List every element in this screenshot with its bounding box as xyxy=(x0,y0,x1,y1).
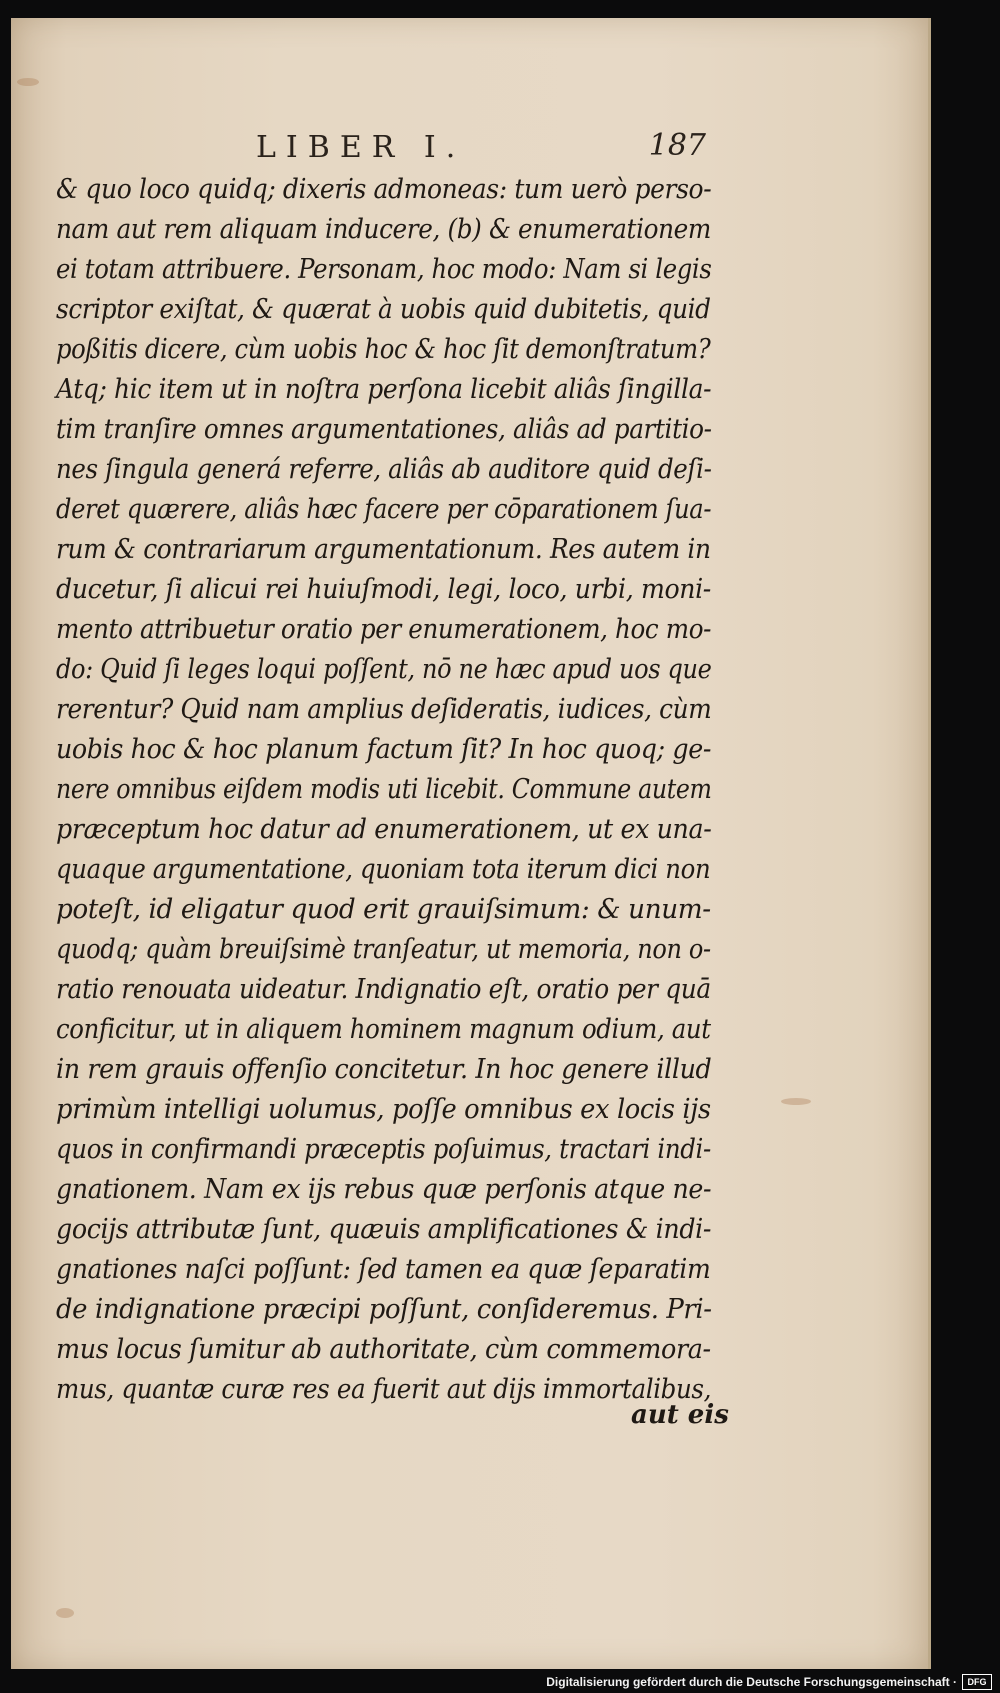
text-line-wrapper xyxy=(56,570,711,610)
text-line: in rem grauis offenſio concitetur. In hoc genere illud xyxy=(56,1054,712,1085)
text-line-wrapper xyxy=(56,410,711,450)
dfg-logo-icon: DFG xyxy=(962,1674,992,1690)
text-line-wrapper xyxy=(56,170,711,210)
text-line: mento attribuetur oratio per enumerationem, hoc mo- xyxy=(56,614,712,645)
text-line-wrapper xyxy=(56,1170,711,1210)
funding-credit-bar xyxy=(546,1671,1000,1693)
text-line-wrapper xyxy=(56,1370,711,1410)
text-line-wrapper xyxy=(56,1130,711,1170)
text-line: Atq; hic item ut in noſtra perſona licebit aliâs ſingilla- xyxy=(56,374,712,405)
text-line-wrapper xyxy=(56,1010,711,1050)
text-line-wrapper xyxy=(56,290,711,330)
text-line-wrapper xyxy=(56,850,711,890)
catchword: aut eis xyxy=(631,1400,729,1430)
text-line-wrapper xyxy=(56,1050,711,1090)
text-line-wrapper xyxy=(56,450,711,490)
text-line-wrapper xyxy=(56,610,711,650)
text-line: tim tranſire omnes argumentationes, aliâs ad partitio- xyxy=(56,414,712,445)
text-line: poßitis dicere, cùm uobis hoc & hoc ſit demonſtratum? xyxy=(56,334,711,365)
text-line-wrapper xyxy=(56,970,711,1010)
text-line: præceptum hoc datur ad enumerationem, ut ex una- xyxy=(56,814,712,845)
text-line: mus, quantæ curæ res ea fuerit aut dijs immortalibus, xyxy=(56,1374,712,1405)
text-line: nere omnibus eiſdem modis uti licebit. Commune autem xyxy=(56,774,712,805)
text-line-wrapper xyxy=(56,770,711,810)
running-title: LIBER I. xyxy=(256,130,466,165)
text-line-wrapper xyxy=(56,530,711,570)
funding-credit: Digitalisierung gefördert durch die Deutsche Forschungsgemeinschaft · xyxy=(546,1675,957,1689)
text-line: ratio renouata uideatur. Indignatio eſt, oratio per quā xyxy=(56,974,711,1005)
text-line-wrapper xyxy=(56,690,711,730)
text-line-wrapper xyxy=(56,250,711,290)
text-line-wrapper xyxy=(56,890,711,930)
text-line: quaque argumentatione, quoniam tota iterum dici non xyxy=(56,854,711,885)
text-line: do: Quid ſi leges loqui poſſent, nō ne hæc apud uos que xyxy=(56,654,712,685)
text-line: deret quærere, aliâs hæc facere per cōparationem ſua- xyxy=(56,494,712,525)
body-text xyxy=(56,170,718,1410)
text-line: poteſt, id eligatur quod erit grauiſsimum: & unum- xyxy=(56,894,711,925)
text-line-wrapper xyxy=(56,730,711,770)
text-line-wrapper xyxy=(56,1330,711,1370)
paper-stain xyxy=(17,78,39,86)
text-line-wrapper xyxy=(56,330,711,370)
paper-stain xyxy=(56,1608,74,1618)
text-line: nes ſingula generá referre, aliâs ab auditore quid deſi- xyxy=(56,454,712,485)
text-line: rerentur? Quid nam amplius deſideratis, iudices, cùm xyxy=(56,694,712,725)
text-line: de indignatione præcipi poſſunt, conſideremus. Pri- xyxy=(56,1294,712,1325)
text-line-wrapper xyxy=(56,370,711,410)
text-line-wrapper xyxy=(56,1210,711,1250)
text-line: quodq; quàm breuiſsimè tranſeatur, ut memoria, non o- xyxy=(56,934,711,965)
text-line-wrapper xyxy=(56,650,711,690)
text-line: gnationem. Nam ex ijs rebus quæ perſonis atque ne- xyxy=(56,1174,712,1205)
text-line: conficitur, ut in aliquem hominem magnum odium, aut xyxy=(56,1014,711,1045)
text-line: mus locus ſumitur ab authoritate, cùm commemora- xyxy=(56,1334,711,1365)
book-page xyxy=(11,18,931,1669)
text-line-wrapper xyxy=(56,810,711,850)
text-line: & quo loco quidq; dixeris admoneas: tum uerò perso- xyxy=(56,174,712,205)
text-line-wrapper xyxy=(56,210,711,250)
text-line: primùm intelligi uolumus, poſſe omnibus ex locis ijs xyxy=(56,1094,711,1125)
text-line: gocijs attributæ ſunt, quæuis amplificationes & indi- xyxy=(56,1214,712,1245)
text-line-wrapper xyxy=(56,930,711,970)
text-line: nam aut rem aliquam inducere, (b) & enumerationem xyxy=(56,214,711,245)
text-line-wrapper xyxy=(56,1090,711,1130)
text-line-wrapper xyxy=(56,490,711,530)
paper-stain xyxy=(781,1098,811,1105)
text-line: ducetur, ſi alicui rei huiuſmodi, legi, loco, urbi, moni- xyxy=(56,574,711,605)
text-line: quos in confirmandi præceptis poſuimus, tractari indi- xyxy=(56,1134,711,1165)
text-line-wrapper xyxy=(56,1250,711,1290)
text-line: uobis hoc & hoc planum factum ſit? In hoc quoq; ge- xyxy=(56,734,712,765)
text-line: scriptor exiſtat, & quærat à uobis quid dubitetis, quid xyxy=(56,294,711,325)
running-head xyxy=(231,118,706,168)
page-number: 187 xyxy=(648,128,706,163)
text-line: rum & contrariarum argumentationum. Res autem in xyxy=(56,534,711,565)
text-line-wrapper xyxy=(56,1290,711,1330)
text-line: ei totam attribuere. Personam, hoc modo: Nam si legis xyxy=(56,254,712,285)
text-line: gnationes naſci poſſunt: ſed tamen ea quæ ſeparatim xyxy=(56,1254,711,1285)
